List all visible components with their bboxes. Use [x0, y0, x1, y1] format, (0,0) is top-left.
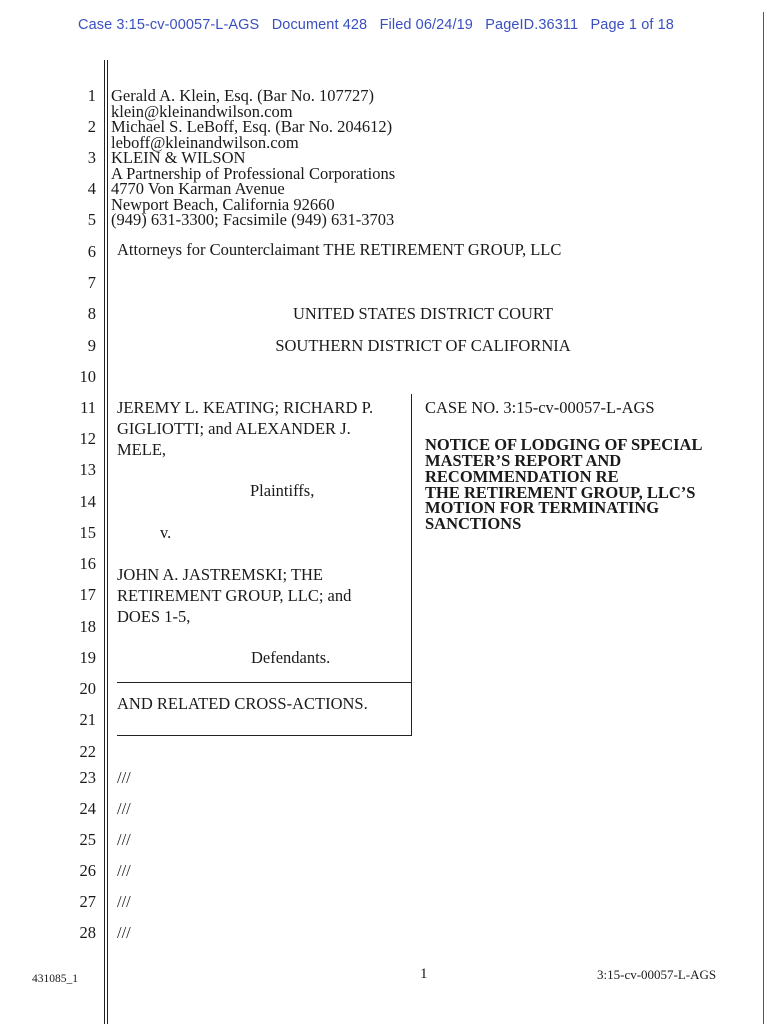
line-number: 8: [87, 304, 96, 323]
line-number: 19: [79, 648, 96, 667]
line-number: 22: [79, 742, 96, 761]
doc-title-line-6: SANCTIONS: [425, 514, 522, 533]
line-number: 2: [87, 117, 96, 136]
slash-line-26: ///: [117, 861, 131, 880]
case-number: CASE NO. 3:15-cv-00057-L-AGS: [425, 398, 655, 417]
slash-line-28: ///: [117, 923, 131, 942]
counsel-line-1: Gerald A. Klein, Esq. (Bar No. 107727): [111, 86, 375, 105]
caption-divider: [117, 682, 412, 683]
plaintiffs-label: Plaintiffs,: [250, 481, 315, 500]
footer-doc-id: 431085_1: [32, 973, 78, 985]
court-name: UNITED STATES DISTRICT COURT: [292, 304, 553, 323]
firm-name: KLEIN & WILSON: [111, 148, 246, 167]
line-number: 6: [87, 242, 96, 261]
line-number: 13: [79, 460, 96, 479]
line-number: 24: [79, 799, 96, 818]
firm-phone: (949) 631-3300; Facsimile (949) 631-3703: [111, 210, 395, 229]
caption-bottom-rule: [117, 735, 412, 736]
firm-type: A Partnership of Professional Corporations: [111, 163, 396, 183]
versus: v.: [160, 523, 172, 542]
line-number: 10: [79, 367, 96, 386]
line-number: 5: [87, 210, 96, 229]
left-margin-rule-2: [107, 60, 108, 1024]
slash-line-24: ///: [117, 799, 131, 818]
right-margin-rule: [763, 12, 764, 1024]
defendants-line-1: JOHN A. JASTREMSKI; THE: [117, 565, 323, 584]
defendants-line-2: RETIREMENT GROUP, LLC; and: [117, 586, 352, 605]
line-number: 26: [79, 861, 96, 880]
doc-title-line-4: THE RETIREMENT GROUP, LLC’S: [425, 483, 696, 502]
court-district: SOUTHERN DISTRICT OF CALIFORNIA: [275, 336, 571, 355]
slash-line-27: ///: [117, 892, 131, 911]
line-number: 7: [87, 273, 96, 292]
line-number: 23: [79, 768, 96, 787]
line-number: 15: [79, 523, 96, 542]
footer-page-number: 1: [420, 966, 428, 982]
line-number: 25: [79, 830, 96, 849]
line-number: 4: [87, 179, 96, 198]
counsel-email-1: klein@kleinandwilson.com: [111, 101, 293, 121]
left-margin-rule-1: [104, 60, 105, 1024]
line-number: 27: [79, 892, 96, 911]
doc-title-line-2: MASTER’S REPORT AND: [425, 451, 622, 470]
line-number: 16: [79, 554, 96, 573]
firm-city: Newport Beach, California 92660: [111, 194, 335, 214]
counsel-block: [111, 88, 395, 228]
counsel-line-2: Michael S. LeBoff, Esq. (Bar No. 204612): [111, 117, 393, 136]
related-actions: AND RELATED CROSS-ACTIONS.: [117, 694, 368, 713]
firm-street: 4770 Von Karman Avenue: [111, 179, 285, 198]
line-number: 14: [79, 492, 96, 511]
attorneys-for: Attorneys for Counterclaimant THE RETIREMENT GROUP, LLC: [117, 240, 562, 259]
plaintiffs-line-3: MELE,: [117, 440, 167, 459]
footer-case-ref: 3:15-cv-00057-L-AGS: [597, 967, 717, 982]
line-number: 11: [80, 398, 96, 417]
caption-vertical-rule: [411, 394, 412, 736]
line-number: 28: [79, 923, 96, 942]
doc-title-line-5: MOTION FOR TERMINATING: [425, 498, 660, 517]
line-number: 20: [79, 679, 96, 698]
line-number: 17: [79, 585, 96, 604]
slash-line-25: ///: [117, 830, 131, 849]
plaintiffs-line-1: JEREMY L. KEATING; RICHARD P.: [117, 398, 374, 417]
counsel-email-2: leboff@kleinandwilson.com: [111, 132, 299, 152]
line-number: 12: [79, 429, 96, 448]
doc-title-line-1: NOTICE OF LODGING OF SPECIAL: [425, 435, 703, 454]
plaintiffs-line-2: GIGLIOTTI; and ALEXANDER J.: [117, 419, 351, 438]
line-number: 3: [87, 148, 96, 167]
line-number: 9: [87, 336, 96, 355]
doc-title-line-3: RECOMMENDATION RE: [425, 467, 619, 486]
defendants-line-3: DOES 1-5,: [117, 607, 191, 626]
defendants-label: Defendants.: [251, 648, 331, 667]
slash-line-23: ///: [117, 768, 131, 787]
line-number: 18: [79, 617, 96, 636]
line-number: 21: [79, 710, 96, 729]
ecf-header: Case 3:15-cv-00057-L-AGS Document 428 Filed 06/24/19 PageID.36311 Page 1 of 18: [78, 17, 674, 33]
line-number: 1: [87, 86, 96, 105]
